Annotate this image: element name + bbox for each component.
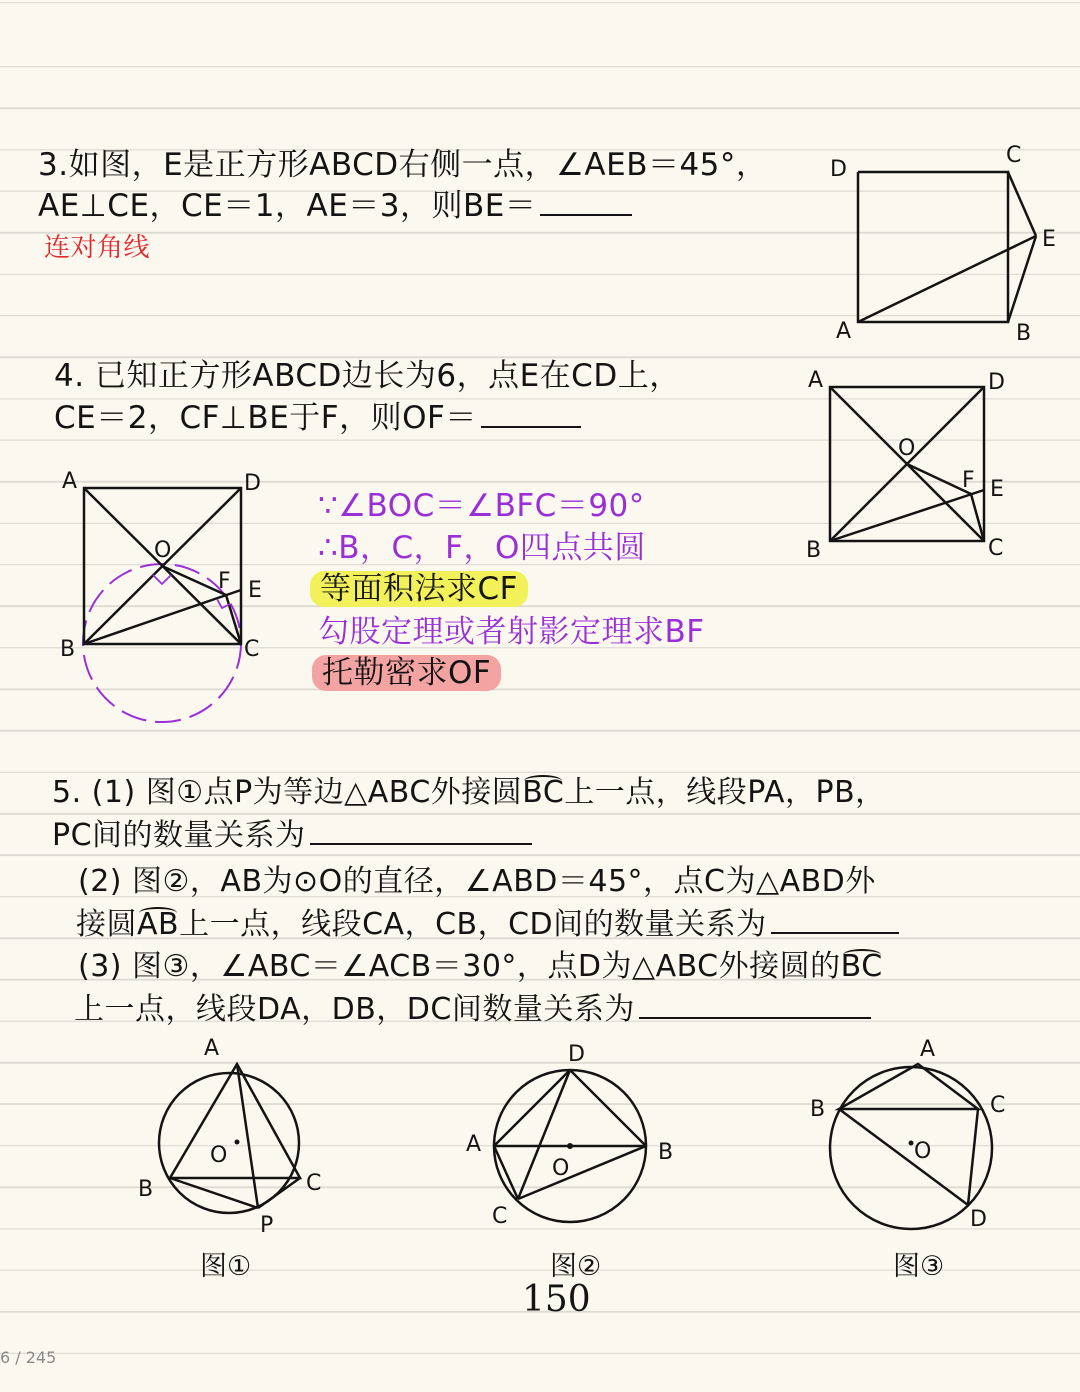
- caption-fig-2: 图②: [550, 1251, 602, 1282]
- q4-note-3-highlight: 等面积法求CF: [310, 571, 528, 607]
- fig2-label-c: C: [492, 1204, 508, 1229]
- fig3-label-d: D: [970, 1207, 987, 1232]
- q3-line1: 3.如图，E是正方形ABCD右侧一点，∠AEB＝45°，: [38, 147, 768, 183]
- q5-p1-arc: BC: [522, 773, 564, 813]
- q4r-label-o: O: [898, 436, 916, 461]
- q3-answer-blank: [540, 186, 632, 216]
- q3-label-c: C: [1006, 143, 1022, 168]
- q5-figure-1: [130, 1030, 350, 1240]
- q4-note-1: ∵∠BOC＝∠BFC＝90°: [318, 488, 645, 524]
- q4-note-5-highlight: 托勒密求OF: [312, 655, 501, 691]
- q5-p1-text-c: PC间的数量关系为: [52, 818, 306, 853]
- q4l-label-o: O: [154, 538, 172, 563]
- q3-hint: 连对角线: [44, 233, 151, 263]
- q5-figure-3: [800, 1030, 1030, 1240]
- q3-label-d: D: [830, 157, 847, 182]
- q5-part1-line2: [52, 815, 532, 856]
- q3-label-a: A: [836, 319, 852, 344]
- q4r-label-f: F: [962, 468, 975, 493]
- q4l-label-b: B: [60, 637, 76, 662]
- page-number: 150: [522, 1279, 591, 1320]
- q4-note-4: 勾股定理或者射影定理求BF: [318, 614, 705, 650]
- fig2-label-a: A: [466, 1132, 482, 1157]
- page-counter: 6 / 245: [0, 1348, 57, 1367]
- fig1-label-o: O: [210, 1143, 228, 1168]
- q3-line2: [38, 186, 632, 226]
- q4-figure-right: [800, 365, 1030, 565]
- fig2-label-o: O: [552, 1156, 570, 1181]
- fig3-label-b: B: [810, 1097, 826, 1122]
- q5-figure-2: [460, 1035, 700, 1245]
- q4-line2: [54, 398, 581, 438]
- q4l-label-c: C: [244, 637, 260, 662]
- q5-p2-text-c: 上一点，线段CA，CB，CD间的数量关系为: [179, 907, 767, 942]
- q3-label-e: E: [1042, 227, 1056, 252]
- q5-part3-line1: [78, 947, 883, 987]
- q4r-label-b: B: [806, 538, 822, 563]
- q4-figure-left: [56, 460, 296, 740]
- q3-figure: [820, 140, 1060, 346]
- q5-p1-text-b: 上一点，线段PA，PB，: [564, 775, 886, 810]
- q4l-label-f: F: [218, 569, 231, 594]
- q4r-label-c: C: [988, 536, 1004, 561]
- q5-part3-line2: [74, 989, 871, 1030]
- caption-fig-1: 图①: [200, 1251, 252, 1282]
- q4-note-3: [310, 569, 528, 609]
- q4-answer-blank: [481, 398, 581, 428]
- caption-fig-3: 图③: [893, 1251, 945, 1282]
- q4-line1: 4. 已知正方形ABCD边长为6，点E在CD上，: [54, 358, 681, 394]
- q5-p3-answer-blank: [639, 989, 871, 1019]
- q5-p3-text-b: 上一点，线段DA，DB，DC间数量关系为: [74, 992, 635, 1027]
- q4-note-2: ∴B，C，F，O四点共圆: [318, 530, 646, 566]
- fig3-label-o: O: [914, 1139, 932, 1164]
- q4r-label-d: D: [988, 370, 1005, 395]
- fig2-label-b: B: [658, 1140, 674, 1165]
- q4-note-5: [312, 653, 501, 693]
- fig3-label-a: A: [920, 1037, 936, 1062]
- q5-p2-text-b: 接圆: [76, 907, 137, 942]
- fig3-label-c: C: [990, 1093, 1006, 1118]
- q4l-label-a: A: [62, 469, 78, 494]
- q5-part2-line1: (2) 图②，AB为⊙O的直径，∠ABD＝45°，点C为△ABD外: [78, 864, 876, 899]
- q4r-label-e: E: [990, 477, 1004, 502]
- fig1-label-c: C: [306, 1171, 322, 1196]
- q4l-label-d: D: [244, 471, 261, 496]
- q5-part2-line2: [76, 904, 899, 945]
- q4-line2-text: CE＝2，CF⊥BE于F，则OF＝: [54, 400, 477, 436]
- fig1-label-b: B: [138, 1177, 154, 1202]
- q5-part1-line1: [52, 773, 886, 813]
- fig1-label-p: P: [260, 1213, 274, 1238]
- q3-line2-text: AE⊥CE，CE＝1，AE＝3，则BE＝: [38, 188, 537, 224]
- q4l-label-e: E: [248, 578, 262, 603]
- q3-label-b: B: [1016, 321, 1032, 346]
- q5-p1-text-a: 5. (1) 图①点P为等边△ABC外接圆: [52, 775, 523, 810]
- fig1-label-a: A: [204, 1036, 220, 1061]
- q5-p1-answer-blank: [310, 815, 532, 845]
- q5-p2-answer-blank: [771, 904, 899, 934]
- q5-p3-text-a: (3) 图③，∠ABC＝∠ACB＝30°，点D为△ABC外接圆的: [78, 949, 841, 984]
- fig2-label-d: D: [568, 1042, 585, 1067]
- q4r-label-a: A: [808, 368, 824, 393]
- q5-p2-arc: AB: [137, 905, 179, 945]
- q5-p3-arc: BC: [841, 947, 883, 987]
